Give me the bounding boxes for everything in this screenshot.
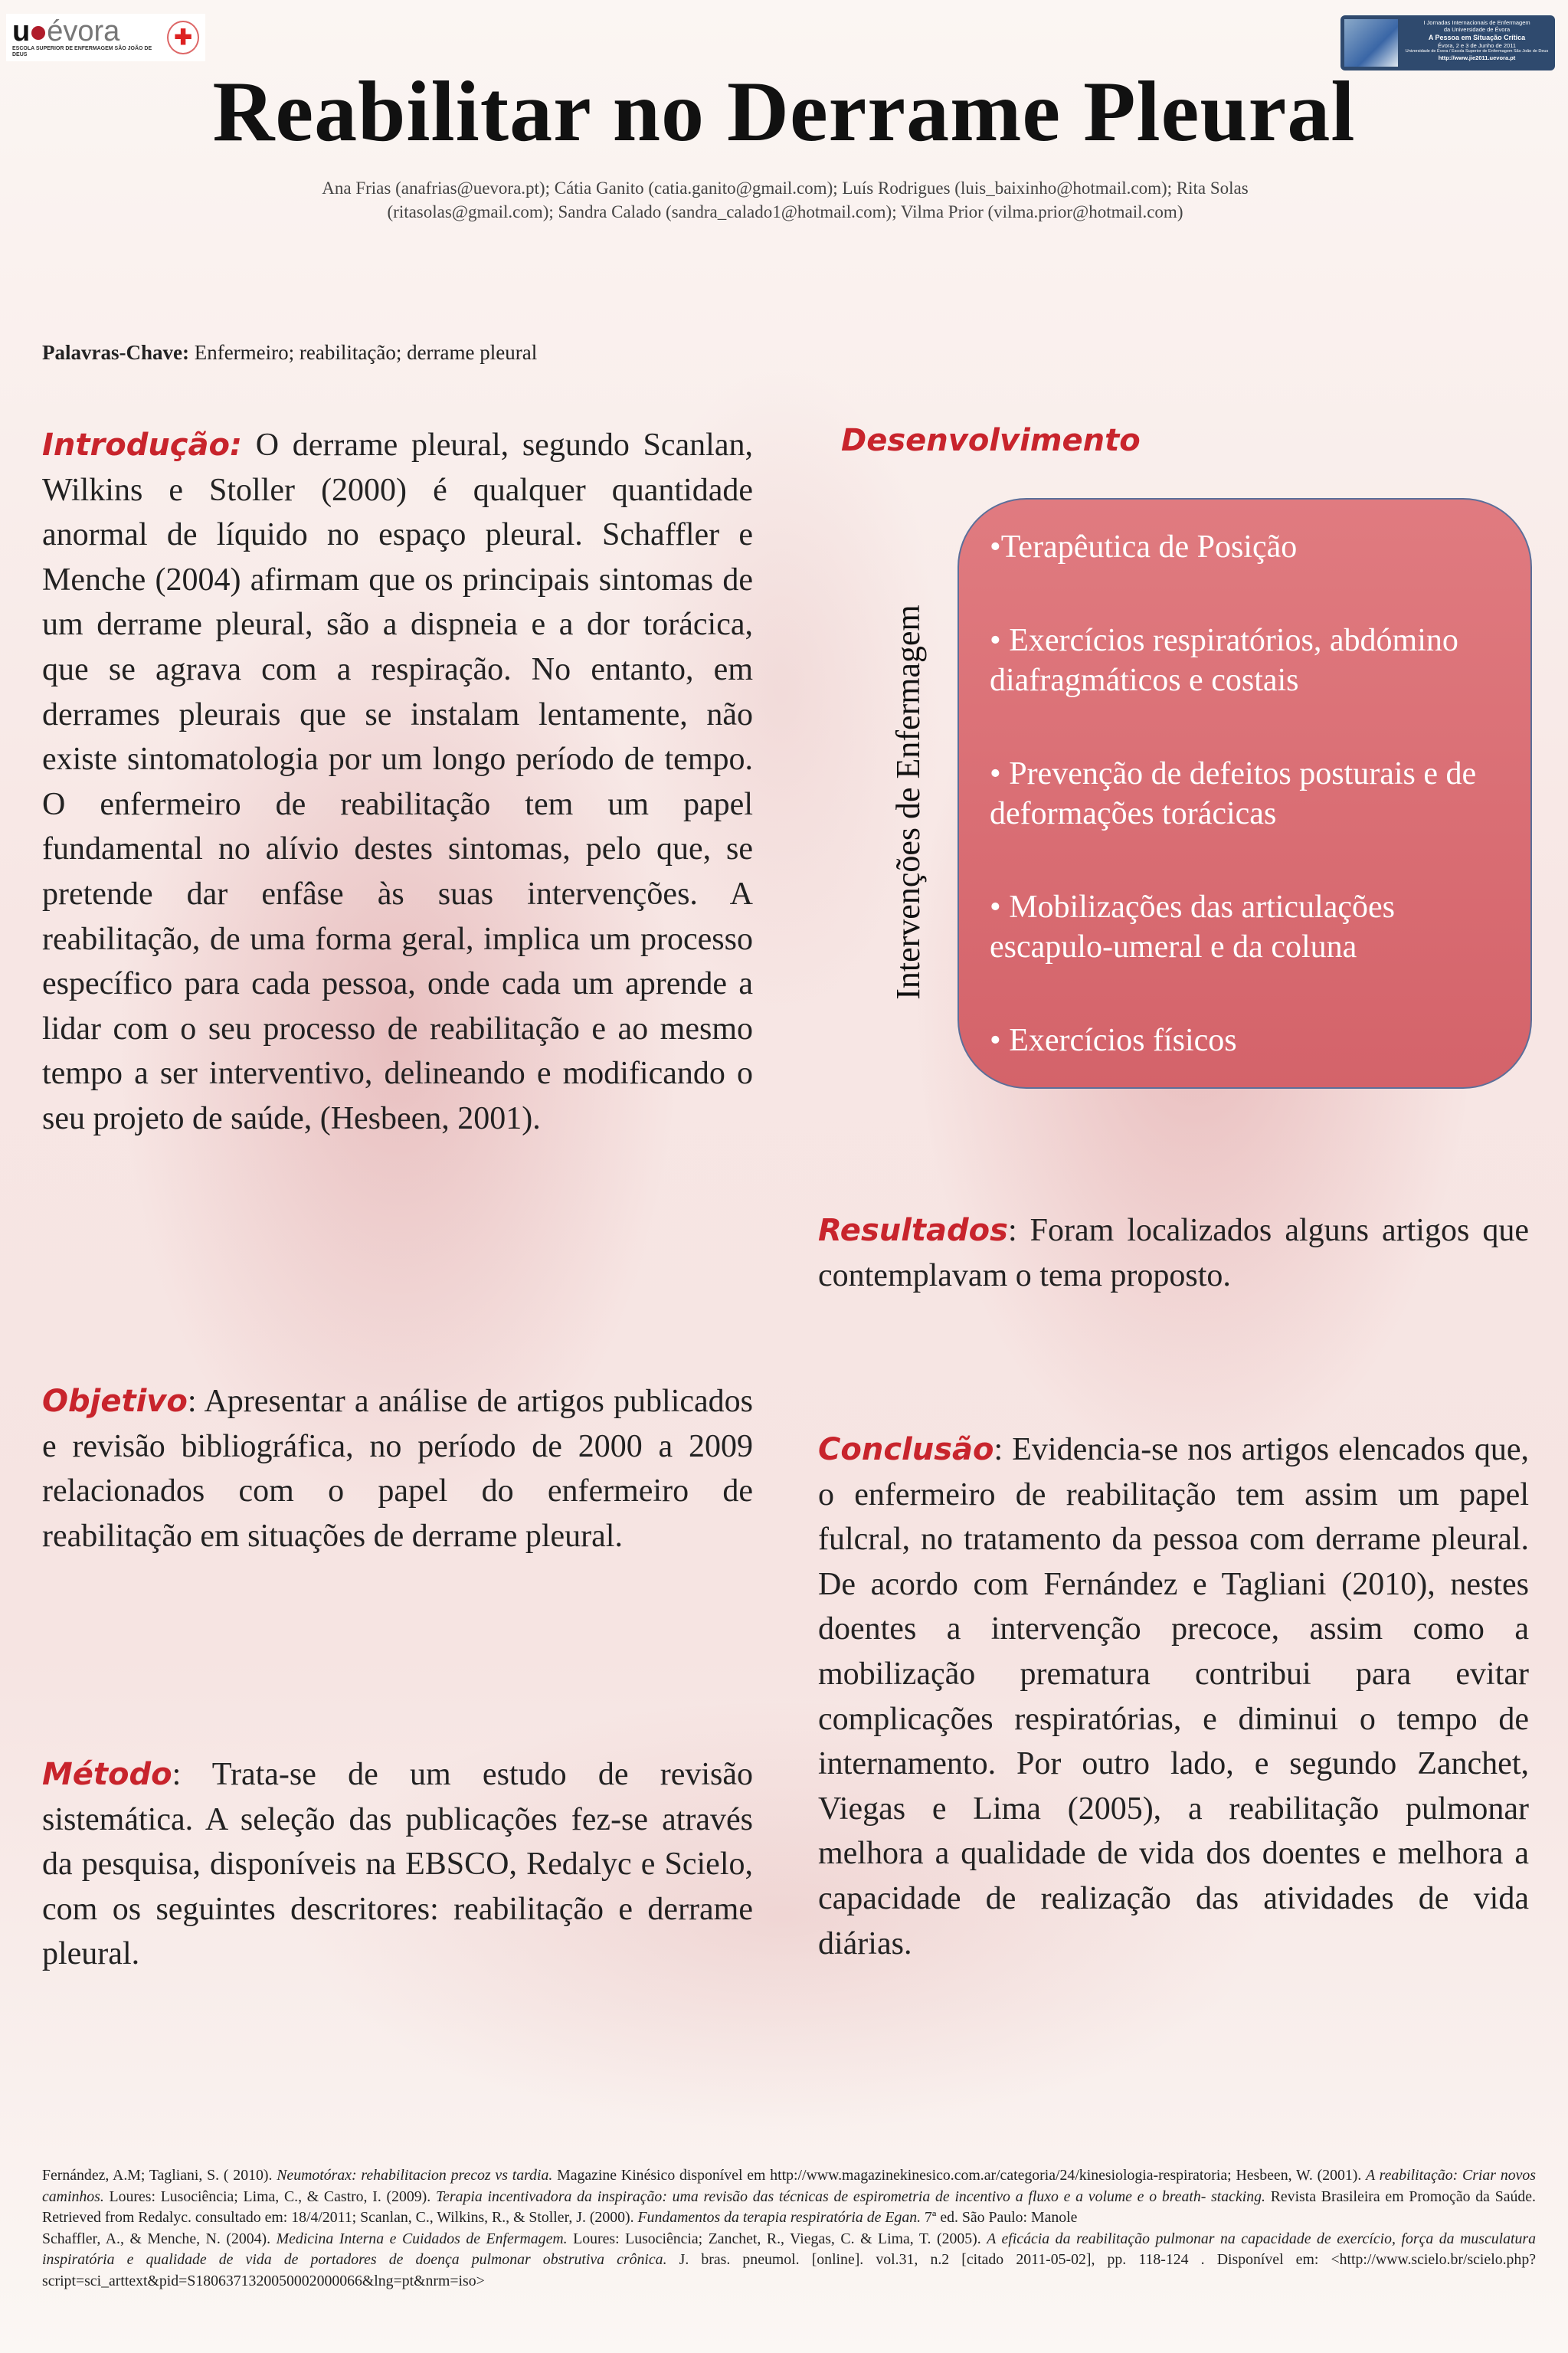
keywords-label: Palavras-Chave:: [42, 341, 189, 364]
introduction-text: O derrame pleural, segundo Scanlan, Wilkins e Stoller (2000) é qualquer quantidade anormal de líquido no espaço pleural. Schaffler e Menche (2004) afirmam que os principais sintomas de um derrame pleural, são a dispneia e a dor torácica, que se agrava com a respiração. No entanto, em derrames pleurais que se instalam lentamente, não existe sintomatologia por um longo período de tempo. O enfermeiro de reabilitação tem um papel fundamental no alívio destes sintomas, pelo que, se pretende dar enfâse às suas intervenções. A reabilitação, de uma forma geral, implica um processo específico para cada pessoa, onde cada um aprende a lidar com o seu processo de reabilitação e ao mesmo tempo a ser interventivo, delineando e modificando o seu projeto de saúde, (Hesbeen, 2001).: [42, 428, 753, 1136]
banner-line: Universidade de Évora / Escola Superior de Enfermagem São João de Deus: [1405, 49, 1549, 54]
banner-line: Évora, 2 e 3 de Junho de 2011: [1437, 42, 1517, 49]
objective-text: : Apresentar a análise de artigos publicados e revisão bibliográfica, no período de 2000 a 2009 relacionados com o papel do enfermeiro de reabilitação em situações de derrame pleural.: [42, 1384, 753, 1554]
university-logo: [6, 14, 205, 61]
keywords: [42, 341, 537, 365]
poster-title: Reabilitar no Derrame Pleural: [212, 64, 1356, 159]
nursing-interventions-label: Intervenções de Enfermagem: [889, 605, 927, 1000]
introduction-heading: Introdução:: [42, 428, 242, 463]
banner-title: A Pessoa em Situação Crítica: [1428, 33, 1526, 41]
results-section: [818, 1208, 1529, 1298]
reference-paragraph: Fernández, A.M; Tagliani, S. ( 2010). Neumotórax: rehabilitacion precoz vs tardia. Magazine Kinésico disponível em http://www.magazinekinesico.com.ar/categoria/24/kinesiologia-respiratoria; Hesbeen, W. (2001). A reabilitação: Criar novos caminhos. Loures: Lusociência; Lima, C., & Castro, I. (2009). Terapia incentivadora da inspiração: uma revisão das técnicas de espirometria de incentivo a fluxo e a volume e o breath- stacking. Revista Brasileira em Promoção da Saúde. Retrieved from Redalyc. consultado em: 18/4/2011; Scanlan, C., Wilkins, R., & Stoller, J. (2000). Fundamentos da terapia respiratória de Egan. 7ª ed. São Paulo: Manole: [42, 2167, 1536, 2226]
seal-icon: [31, 26, 45, 40]
intervention-item: • Exercícios físicos: [990, 1023, 1237, 1058]
objective-heading: Objetivo: [42, 1384, 188, 1419]
interventions-box: [957, 498, 1532, 1089]
reference-paragraph: Schaffler, A., & Menche, N. (2004). Medicina Interna e Cuidados de Enfermagem. Loures: Lusociência; Zanchet, R., Viegas, C. & Lima, T. (2005). A eficácia da reabilitação pulmonar na capacidade de exercício, força da musculatura inspiratória e qualidade de vida de portadores de doença pulmonar obstrutiva crônica. J. bras. pneumol. [online]. vol.31, n.2 [citado 2011-05-02], pp. 118-124 . Disponível em: <http://www.scielo.br/scielo.php?script=sci_arttext&pid=S1806371320050002000066&lng=pt&nrm=iso>: [42, 2230, 1537, 2289]
objective-section: [42, 1379, 753, 1558]
keywords-value: Enfermeiro; reabilitação; derrame pleural: [188, 341, 538, 364]
intervention-item: • Exercícios respiratórios, abdómino diafragmáticos e costais: [990, 623, 1458, 698]
introduction-section: [42, 423, 753, 1142]
intervention-item: • Prevenção de defeitos posturais e de deformações torácicas: [990, 756, 1477, 831]
method-text: : Trata-se de um estudo de revisão sistemática. A seleção das publicações fez-se através da pesquisa, disponíveis na EBSCO, Redalyc e Scielo, com os seguintes descritores: reabilitação e derrame pleural.: [42, 1757, 753, 1972]
references: [42, 2165, 1536, 2292]
red-cross-seal-icon: ✚: [167, 21, 199, 54]
conference-photo: [1344, 19, 1398, 67]
method-heading: Método: [42, 1757, 172, 1792]
banner-line: I Jornadas Internacionais de Enfermagem: [1423, 19, 1530, 26]
intervention-item: •Terapêutica de Posição: [990, 529, 1298, 565]
results-heading: Resultados: [818, 1213, 1008, 1248]
authors: Ana Frias (anafrias@uevora.pt); Cátia Ganito (catia.ganito@gmail.com); Luís Rodrigues (luis_baixinho@hotmail.com); Rita Solas (ritasolas@gmail.com); Sandra Calado (sandra_calado1@hotmail.com); Vilma Prior (vilma.prior@hotmail.com): [322, 179, 1249, 221]
conclusion-text: : Evidencia-se nos artigos elencados que, o enfermeiro de reabilitação tem assim um papel fulcral, no tratamento da pessoa com derrame pleural. De acordo com Fernández e Tagliani (2010), nestes doentes a intervenção precoce, assim como a mobilização prematura contribui para evitar complicações respiratórias, e diminui o tempo de internamento. Por outro lado, e segundo Zanchet, Viegas e Lima (2005), a reabilitação pulmonar melhora a qualidade de vida dos doentes e melhora a capacidade de realização das atividades de vida diárias.: [818, 1432, 1529, 1961]
school-name: ESCOLA SUPERIOR DE ENFERMAGEM SÃO JOÃO DE DEUS: [12, 45, 152, 57]
results-text: : Foram localizados alguns artigos que contemplavam o tema proposto.: [818, 1213, 1529, 1293]
uevora-wordmark: u évora: [12, 15, 120, 48]
method-section: [42, 1752, 753, 1977]
development-heading: Desenvolvimento: [841, 423, 1141, 458]
conclusion-section: [818, 1427, 1529, 1966]
conclusion-heading: Conclusão: [818, 1432, 994, 1467]
banner-line: da Universidade de Évora: [1443, 26, 1511, 34]
banner-url: http://www.jie2011.uevora.pt: [1438, 54, 1516, 62]
intervention-item: • Mobilizações das articulações escapulo-umeral e da coluna: [990, 890, 1395, 965]
